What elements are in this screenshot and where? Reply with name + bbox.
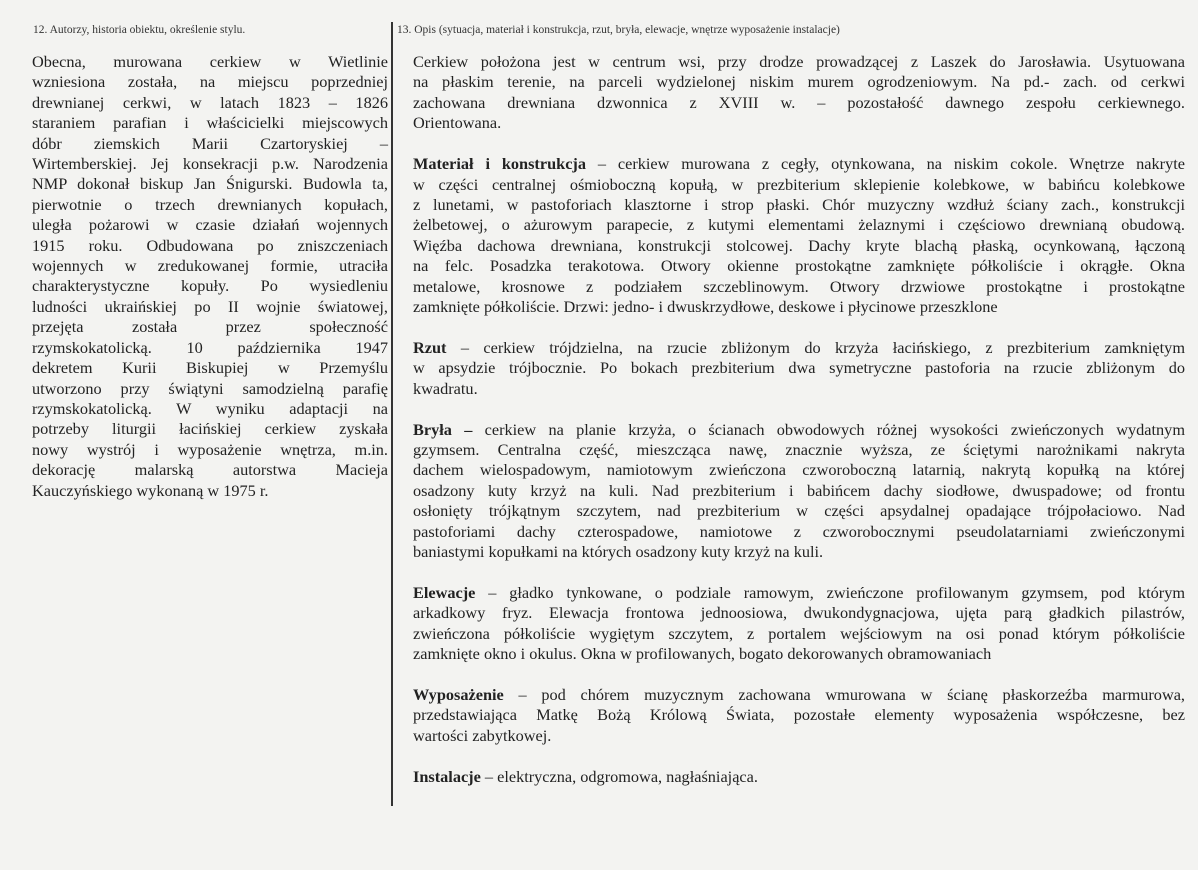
text-line: Obecna, murowana cerkiew w Wietlinie	[32, 52, 388, 71]
section-12-header: 12. Autorzy, historia obiektu, określenie stylu.	[33, 24, 246, 36]
line-text: Orientowana.	[413, 113, 502, 133]
text-line: uległa pożarowi w czasie działań wojennych	[32, 215, 388, 235]
paragraph-heading: Elewacje	[413, 582, 476, 602]
line-text: dachem wielospadowym, namiotowym zwieńczona czworoboczną latarnią, nakrytą kopułką na której	[413, 460, 1185, 480]
paragraph	[413, 154, 1185, 317]
text-line: dóbr ziemskich Marii Czartoryskiej –	[32, 133, 388, 153]
line-text: – cerkiew murowana z cegły, otynkowana, na niskim cokole. Wnętrze nakryte	[585, 154, 1185, 174]
line-text: pastoforiami dachy czterospadowe, namiotowe z czworobocznymi pseudolatarniami zwieńczonymi	[413, 521, 1185, 541]
text-line	[413, 113, 1185, 133]
line-text: Więźba dachowa drewniana, konstrukcji stolcowej. Dachy kryte blachą płaską, ocynkowaną, łączoną	[413, 235, 1185, 255]
line-text: w apsydzie trójbocznie. Po bokach prezbiterium dwa symetryczne pastoforia na rzucie zbliżonym do	[413, 358, 1185, 378]
section-13-header: 13. Opis (sytuacja, materiał i konstrukcja, rzut, bryła, elewacje, wnętrze wyposażenie instalacje)	[397, 24, 840, 36]
text-line: rzymskokatolicką. W wyniku adaptacji na	[32, 398, 388, 418]
line-text: baniastymi kopułkami na których osadzony kuty krzyż na kuli.	[413, 542, 824, 562]
line-text: cerkiew na planie krzyża, o ścianach obwodowych różnej wysokości zwieńczonych wydatnym	[472, 419, 1185, 439]
paragraph-heading: Wyposażenie	[413, 685, 504, 705]
text-line: dekorację malarską autorstwa Macieja	[32, 460, 388, 480]
line-text: na felc. Posadzka terakotowa. Otwory okienne prostokątne zamknięte półkoliście i okrągłe. Okna	[413, 256, 1185, 276]
column-divider	[391, 22, 393, 806]
paragraph-heading: Rzut	[413, 337, 447, 357]
line-text: kwadratu.	[413, 378, 478, 398]
text-line: wzniesiona została, na miejscu poprzedniej	[32, 72, 388, 92]
text-line: staraniem parafian i właścicielki miejscowych	[32, 113, 388, 133]
text-line: wojennych w zredukowanej formie, utraciła	[32, 256, 388, 276]
text-line	[413, 195, 1185, 215]
text-line	[413, 154, 1185, 174]
text-line	[413, 705, 1185, 725]
text-line: rzymskokatolicką. 10 października 1947	[32, 337, 388, 357]
text-line	[413, 603, 1185, 623]
text-line: utworzono przy świątyni samodzielną parafię	[32, 378, 388, 398]
line-text: osłonięty trójkątnym szczytem, nad prezbiterium w części apsydalnej opadające trójpołaciowo. Nad	[413, 501, 1185, 521]
text-line: Kauczyńskiego wykonaną w 1975 r.	[32, 480, 269, 500]
text-line: 1915 roku. Odbudowana po zniszczeniach	[32, 235, 388, 255]
text-line	[413, 420, 1185, 440]
text-line	[413, 338, 1185, 358]
line-text: arkadkowy fryz. Elewacja frontowa jednoosiowa, dwukondygnacjowa, ujęta parą gładkich pilastrów,	[413, 603, 1185, 623]
text-line	[413, 440, 1185, 460]
paragraph	[413, 685, 1185, 746]
line-text: przedstawiająca Matkę Bożą Królową Świata, pozostałe elementy wyposażenia współczesne, bez	[413, 705, 1185, 725]
text-line	[413, 175, 1185, 195]
text-line	[413, 93, 1185, 113]
paragraph	[413, 583, 1185, 665]
history-text	[32, 52, 388, 501]
line-text: zamknięte półkoliście. Drzwi: jedno- i dwuskrzydłowe, deskowe i płycinowe przeszklone	[413, 296, 998, 316]
line-text: w części centralnej ośmioboczną kopułą, w prezbiterium sklepienie kolebkowe, w babińcu kolebkowe	[413, 174, 1185, 194]
text-line	[413, 72, 1185, 92]
paragraph	[413, 338, 1185, 399]
text-line: Wirtemberskiej. Jej konsekracji p.w. Narodzenia	[32, 154, 388, 174]
text-line	[413, 767, 1185, 787]
text-line	[413, 460, 1185, 480]
line-text: z lunetami, w pastoforiach klasztorne i strop płaski. Chór muzyczny wzdłuż ściany zach., konstrukcji	[413, 194, 1185, 214]
line-text: zwieńczona półkoliście wygiętym szczytem, z portalem wejściowym na osi ponad którym półkoliście	[413, 623, 1185, 643]
text-line	[413, 277, 1185, 297]
line-text: – pod chórem muzycznym zachowana wmurowana w ścianę płaskorzeźba marmurowa,	[503, 685, 1185, 705]
text-line	[413, 542, 1185, 562]
line-text: osadzony kuty krzyż na kuli. Nad prezbiterium i babińcem dachy siodłowe, dwuspadowe; od frontu	[413, 480, 1185, 500]
line-text: Cerkiew położona jest w centrum wsi, przy drodze prowadzącej z Laszek do Jarosławia. Usytuowana	[413, 52, 1185, 71]
text-line: pierwotnie o trzech drewnianych kopułach,	[32, 194, 388, 214]
line-text: zamknięte okno i okulus. Okna w profilowanych, bogato dekorowanych obramowaniach	[413, 644, 992, 664]
description-text	[413, 52, 1185, 808]
paragraph-heading: Bryła –	[413, 419, 473, 439]
line-text: na płaskim terenie, na parceli wydzielonej niskim murem ogrodzeniowym. Na pd.- zach. od cerkwi	[413, 72, 1185, 92]
text-line: NMP dokonał biskup Jan Śnigurski. Budowla ta,	[32, 174, 388, 194]
paragraph	[413, 767, 1185, 787]
text-line	[413, 481, 1185, 501]
paragraph	[413, 52, 1185, 134]
line-text: żelbetowej, o ażurowym parapecie, z kutymi elementami żelaznymi i częściowo drewnianą obudową.	[413, 215, 1185, 235]
line-text: gzymsem. Centralna część, mieszcząca nawę, znacznie wyższa, ze ściętymi narożnikami nakryta	[413, 440, 1185, 459]
text-line	[413, 256, 1185, 276]
paragraph-heading: Instalacje	[413, 766, 481, 786]
text-line	[413, 297, 1185, 317]
line-text: – elektryczna, odgromowa, nagłaśniająca.	[480, 766, 758, 786]
text-line	[413, 726, 1185, 746]
paragraph	[413, 420, 1185, 563]
line-text: wartości zabytkowej.	[413, 725, 552, 745]
text-line	[413, 522, 1185, 542]
text-line	[413, 685, 1185, 705]
text-line: potrzeby liturgii łacińskiej cerkiew zyskała	[32, 419, 388, 439]
line-text: – gładko tynkowane, o podziale ramowym, zwieńczone profilowanym gzymsem, pod którym	[475, 582, 1185, 602]
text-line	[413, 624, 1185, 644]
text-line	[413, 52, 1185, 72]
text-line	[413, 501, 1185, 521]
line-text: zachowana drewniana dzwonnica z XVIII w. – pozostałość dawnego zespołu cerkiewnego.	[413, 92, 1185, 112]
text-line	[413, 379, 1185, 399]
paragraph-heading: Materiał i konstrukcja	[413, 154, 586, 174]
text-line	[413, 583, 1185, 603]
text-line	[413, 644, 1185, 664]
text-line: przejęta została przez społeczność	[32, 317, 388, 337]
text-line	[413, 236, 1185, 256]
text-line: nowy wystrój i wyposażenie wnętrza, m.in.	[32, 439, 388, 459]
text-line: ludności ukraińskiej po II wojnie światowej,	[32, 296, 388, 316]
text-line	[413, 215, 1185, 235]
text-line: charakterystyczne kopuły. Po wysiedleniu	[32, 276, 388, 296]
line-text: – cerkiew trójdzielna, na rzucie zbliżonym do krzyża łacińskiego, z prezbiterium zamkniętym	[446, 337, 1185, 357]
text-line: drewnianej cerkwi, w latach 1823 – 1826	[32, 92, 388, 112]
text-line	[413, 358, 1185, 378]
line-text: metalowe, krosnowe z podziałem szczeblinowym. Otwory drzwiowe prostokątne i prostokątne	[413, 276, 1185, 296]
text-line: dekretem Kurii Biskupiej w Przemyślu	[32, 358, 388, 378]
